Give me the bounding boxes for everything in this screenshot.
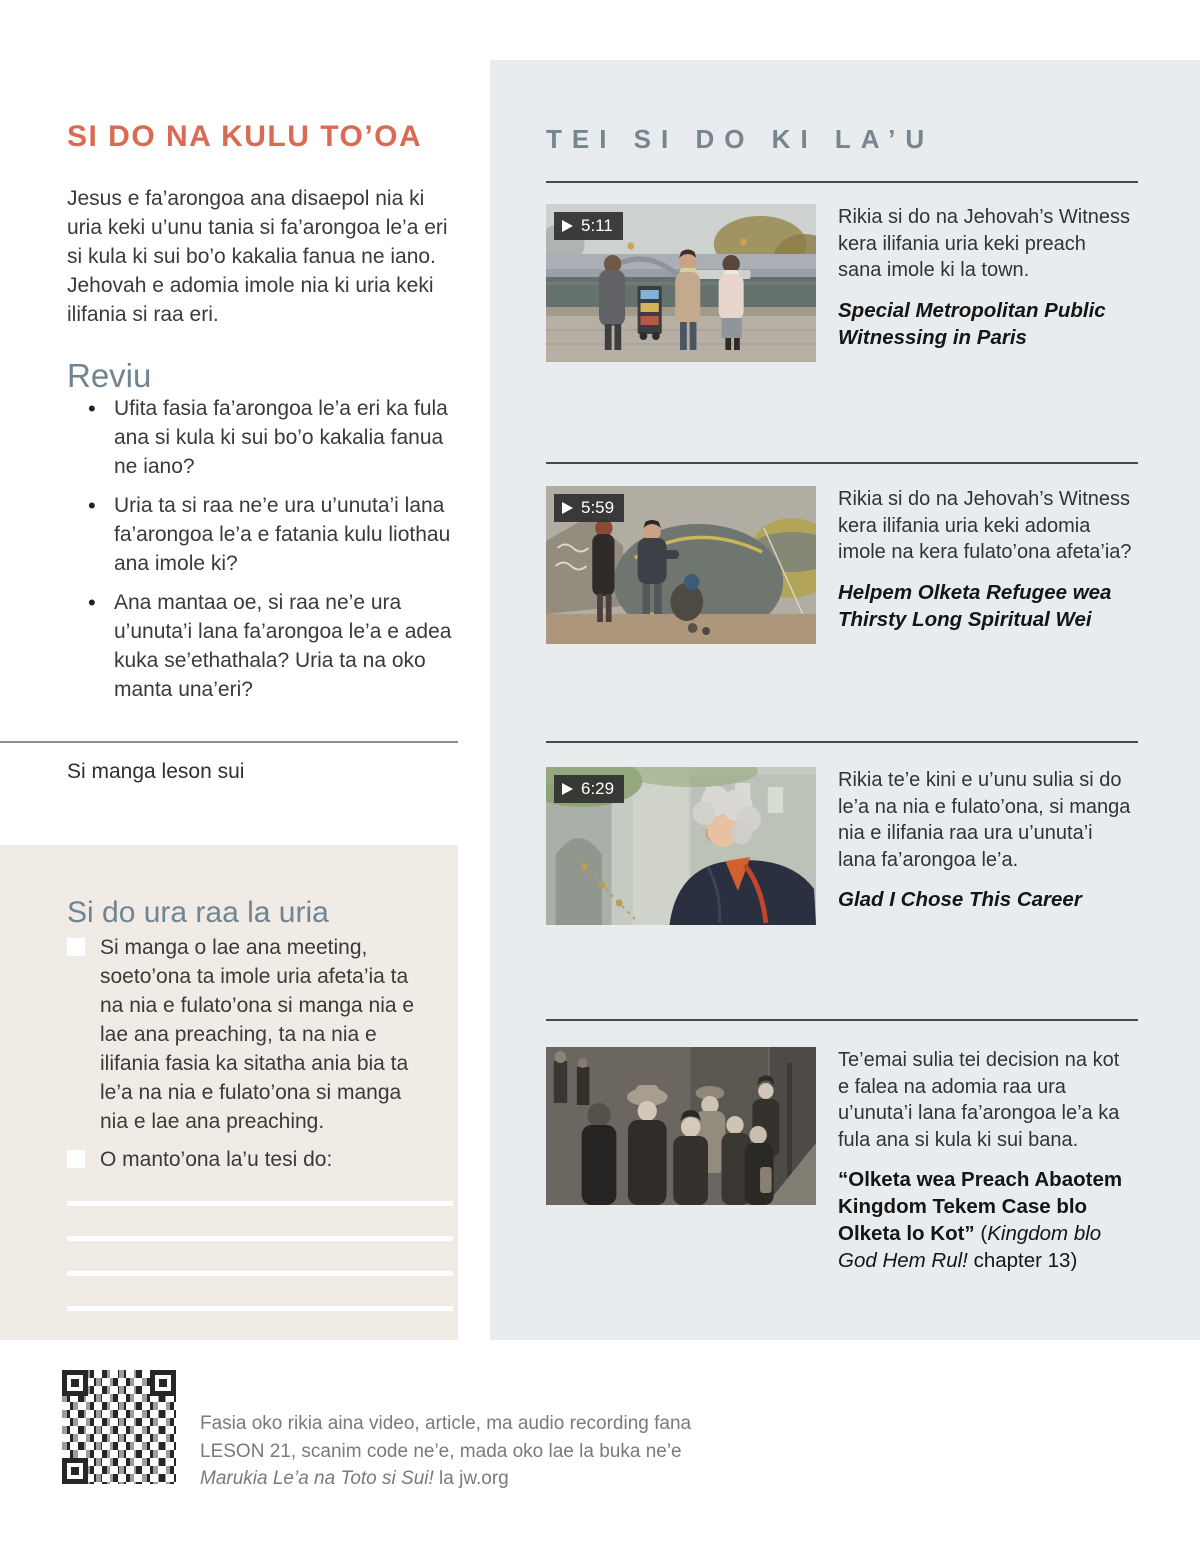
media-title: Helpem Olketa Refugee wea Thirsty Long Spiritual Wei <box>838 580 1112 631</box>
play-icon <box>562 220 573 232</box>
video-thumbnail-elderly-sister[interactable] <box>546 767 816 925</box>
media-item <box>546 204 1146 362</box>
media-item <box>546 767 1146 925</box>
next-lesson-note: Si manga leson sui <box>67 760 245 783</box>
checkbox-square[interactable] <box>67 938 85 956</box>
qr-code <box>62 1370 176 1484</box>
answer-line <box>67 1236 453 1241</box>
media-title: “Olketa wea Preach Abaotem Kingdom Tekem Case blo Olketa lo Kot” (Kingdom blo God Hem Rul! chapter 13) <box>838 1168 1123 1272</box>
play-icon <box>562 783 573 795</box>
media-panel-heading: TEI SI DO KI LA’U <box>546 123 935 154</box>
goal-box-heading: Si do ura raa la uria <box>67 895 329 929</box>
intro-paragraph: Jesus e fa’arongoa ana disaepol nia ki uria keki u’unu tania si fa’arongoa le’a eri si kula ki sui bo’o kakalia fanua ne iano. Jehovah e adomia imole nia ki uria keki ilifania si raa eri. <box>67 187 448 326</box>
answer-line <box>67 1201 453 1206</box>
goal-item <box>67 1145 419 1174</box>
play-icon <box>562 502 573 514</box>
review-question: • Ana mantaa oe, si raa ne’e ura u’unuta’i lana fa’arongoa le’a e adea kuka se’ethathala? Uria ta na oko manta una’eri? <box>88 588 460 704</box>
qr-finder-pattern <box>62 1370 88 1396</box>
goal-box <box>0 845 458 1340</box>
qr-caption-line: Marukia Le’a na Toto si Sui! la jw.org <box>200 1468 509 1489</box>
media-description: Rikia te’e kini e u’unu sulia si do le’a na nia e fulato’ona, si manga nia e ilifania raa ura u’unuta’i lana fa’arongoa le’a. <box>838 769 1131 871</box>
qr-finder-pattern <box>62 1458 88 1484</box>
media-description: Rikia si do na Jehovah’s Witness kera ilifania uria keki preach sana imole ki la town. <box>838 206 1130 281</box>
duration-label: 6:29 <box>581 779 615 798</box>
horizontal-divider <box>0 741 458 743</box>
qr-caption-line: LESON 21, scanim code ne’e, mada oko lae la buka ne’e <box>200 1440 682 1462</box>
item-divider <box>546 741 1138 743</box>
goal-item <box>67 933 419 1136</box>
review-heading: Reviu <box>67 357 152 395</box>
historical-group-illustration <box>546 1047 816 1205</box>
photo-thumbnail-court-group[interactable] <box>546 1047 816 1205</box>
duration-badge[interactable] <box>554 494 624 522</box>
checkbox-square[interactable] <box>67 1150 85 1168</box>
video-thumbnail-refugee-camp[interactable] <box>546 486 816 644</box>
duration-badge[interactable] <box>554 775 624 803</box>
media-description: Rikia si do na Jehovah’s Witness kera ilifania uria keki adomia imole na kera fulato’ona afeta’ia? <box>838 488 1132 563</box>
media-item <box>546 486 1146 644</box>
media-title: Special Metropolitan Public Witnessing in Paris <box>838 298 1106 349</box>
qr-caption <box>200 1410 740 1493</box>
item-divider <box>546 181 1138 183</box>
review-question: • Uria ta si raa ne’e ura u’unuta’i lana fa’arongoa le’a e fatania kulu liothau ana imole ki? <box>88 491 460 578</box>
answer-line <box>67 1306 453 1311</box>
media-title: Glad I Chose This Career <box>838 888 1082 911</box>
goal-item-label: Si manga o lae ana meeting, soeto’ona ta imole uria afeta’ia ta na nia e fulato’ona si manga nia e lae ana preaching, ta na nia e ilifania fasia ka sitatha ania bia ta le’a na nia e fulato’ona si manga nia e lae ana preaching. <box>100 936 415 1133</box>
media-panel <box>490 60 1200 1340</box>
duration-label: 5:59 <box>581 498 615 517</box>
media-description: Te’emai sulia tei decision na kot e falea na adomia raa ura u’unuta’i lana fa’arongoa le’a ka fula ana si kula ki sui bana. <box>838 1049 1120 1151</box>
answer-line <box>67 1271 453 1276</box>
item-divider <box>546 1019 1138 1021</box>
qr-caption-line: Fasia oko rikia aina video, article, ma audio recording fana <box>200 1413 692 1434</box>
video-thumbnail-paris-witnessing[interactable] <box>546 204 816 362</box>
duration-label: 5:11 <box>581 216 613 235</box>
goal-item-label: O manto’ona la’u tesi do: <box>100 1148 333 1171</box>
media-item <box>546 1047 1146 1274</box>
page-title: SI DO NA KULU TO’OA <box>67 120 423 154</box>
qr-finder-pattern <box>150 1370 176 1396</box>
duration-badge[interactable] <box>554 212 623 240</box>
review-question-list <box>88 394 460 714</box>
review-question: • Ufita fasia fa’arongoa le’a eri ka fula ana si kula ki sui bo’o kakalia fanua ne iano? <box>88 394 460 481</box>
item-divider <box>546 462 1138 464</box>
